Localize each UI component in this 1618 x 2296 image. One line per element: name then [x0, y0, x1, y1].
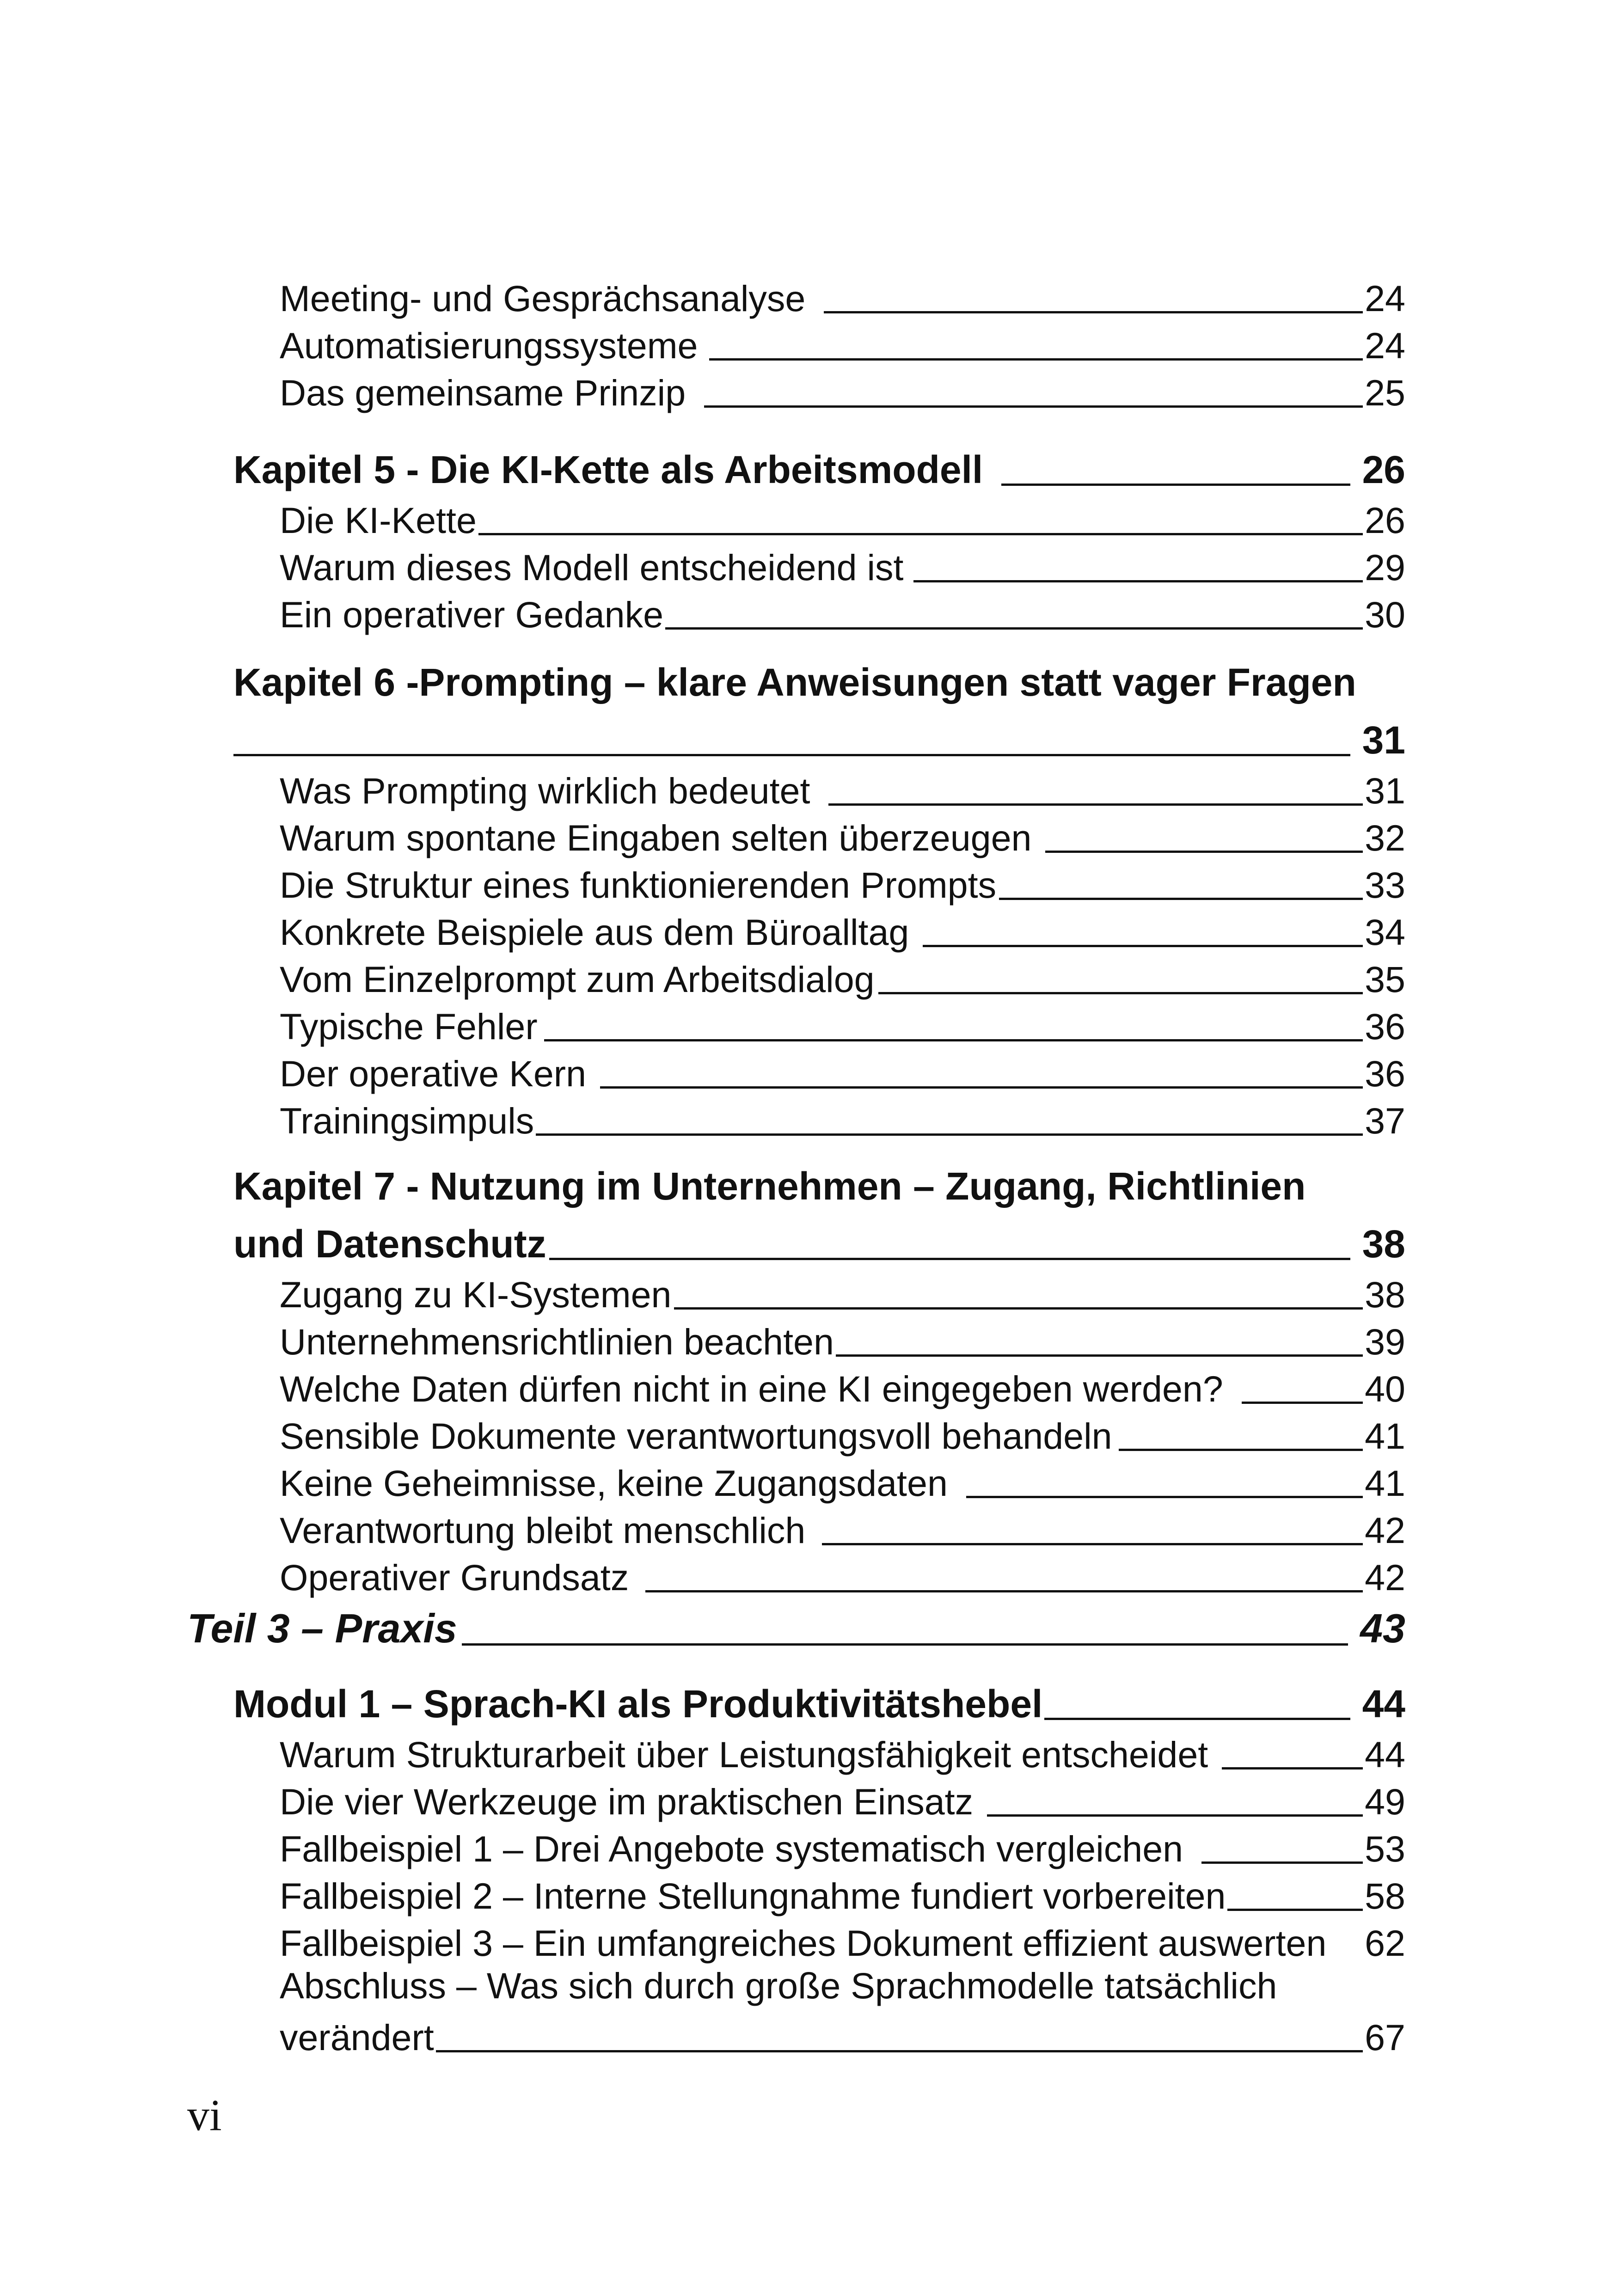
toc-entry-page: 24 — [1365, 325, 1405, 366]
toc-entry-page: 24 — [1365, 278, 1405, 319]
toc-entry-label: Warum Strukturarbeit über Leistungsfähigkeit entscheidet — [280, 1734, 1208, 1775]
toc-entry[interactable] — [280, 1410, 1405, 1457]
dot-leader — [1242, 1402, 1363, 1404]
dot-leader — [1227, 1909, 1363, 1911]
toc-entry[interactable] — [280, 2012, 1405, 2059]
toc-entry-label: Die vier Werkzeuge im praktischen Einsatz — [280, 1781, 974, 1822]
toc-entry[interactable] — [280, 1001, 1405, 1048]
toc-entry-page: 49 — [1365, 1781, 1405, 1822]
toc-entry[interactable] — [280, 1729, 1405, 1776]
toc-entry-page: 58 — [1365, 1875, 1405, 1916]
toc-entry-label: Vom Einzelprompt zum Arbeitsdialog — [280, 959, 875, 1000]
dot-leader — [1001, 484, 1350, 486]
toc-entry-label: Typische Fehler — [280, 1006, 538, 1047]
toc-chapter-entry[interactable] — [233, 1216, 1405, 1267]
toc-entry-label: Konkrete Beispiele aus dem Büroalltag — [280, 912, 909, 953]
toc-entry[interactable] — [280, 859, 1405, 906]
dot-leader — [709, 358, 1363, 361]
dot-leader — [824, 311, 1363, 313]
toc-entry-label: Keine Geheimnisse, keine Zugangsdaten — [280, 1463, 948, 1504]
dot-leader — [704, 405, 1363, 408]
toc-entry-label: Zugang zu KI-Systemen — [280, 1274, 672, 1315]
toc-module-label: Modul 1 – Sprach-KI als Produktivitätshebel — [233, 1682, 1043, 1726]
toc-entry-page: 32 — [1365, 817, 1405, 858]
dot-leader — [645, 1590, 1363, 1592]
toc-entry-page: 62 — [1365, 1923, 1405, 1964]
toc-entry[interactable] — [280, 954, 1405, 1001]
toc-entry-page: 29 — [1365, 547, 1405, 588]
toc-entry-page: 25 — [1365, 372, 1405, 413]
toc-entry[interactable] — [280, 1823, 1405, 1870]
toc-entry-page: 35 — [1365, 959, 1405, 1000]
toc-entry-label: Ein operativer Gedanke — [280, 594, 664, 635]
dot-leader — [923, 945, 1363, 947]
toc-entry-label: Die Struktur eines funktionierenden Prompts — [280, 864, 997, 906]
toc-entry-page: 44 — [1365, 1734, 1405, 1775]
toc-entry[interactable] — [280, 1269, 1405, 1316]
dot-leader — [1119, 1449, 1363, 1451]
dot-leader — [828, 803, 1363, 806]
toc-entry-label: Fallbeispiel 2 – Interne Stellungnahme fundiert vorbereiten — [280, 1875, 1226, 1916]
toc-entry-page: 30 — [1365, 594, 1405, 635]
toc-chapter-entry[interactable] — [233, 441, 1405, 492]
toc-entry-page: 40 — [1365, 1368, 1405, 1409]
toc-entry[interactable] — [280, 1316, 1405, 1363]
dot-leader — [987, 1814, 1363, 1817]
toc-entry-label: Das gemeinsame Prinzip — [280, 372, 686, 413]
toc-entry-label: Warum spontane Eingaben selten überzeugen — [280, 817, 1032, 858]
toc-entry-page: 67 — [1365, 2017, 1405, 2058]
toc-entry-page: 41 — [1365, 1463, 1405, 1504]
toc-entry[interactable] — [280, 1552, 1405, 1599]
dot-leader — [1222, 1767, 1363, 1769]
toc-entry[interactable] — [280, 1776, 1405, 1823]
dot-leader — [878, 992, 1363, 994]
toc-part-label: Teil 3 – Praxis — [187, 1605, 457, 1651]
toc-entry-page: 39 — [1365, 1321, 1405, 1362]
toc-entry[interactable] — [280, 1917, 1405, 1965]
toc-entry-label: Was Prompting wirklich bedeutet — [280, 770, 810, 811]
toc-entry-page: 38 — [1365, 1274, 1405, 1315]
toc-chapter-page: 38 — [1362, 1222, 1405, 1266]
toc-entry[interactable] — [280, 320, 1405, 367]
toc-entry[interactable] — [280, 273, 1405, 320]
toc-entry-label: Unternehmensrichtlinien beachten — [280, 1321, 834, 1362]
toc-entry-label: Der operative Kern — [280, 1053, 587, 1094]
dot-leader — [549, 1258, 1350, 1260]
toc-entry[interactable] — [280, 542, 1405, 589]
toc-entry-page: 36 — [1365, 1053, 1405, 1094]
toc-entry-page: 36 — [1365, 1006, 1405, 1047]
toc-entry-label: Trainingsimpuls — [280, 1100, 534, 1141]
dot-leader — [966, 1496, 1363, 1498]
page-number: vi — [187, 2090, 222, 2140]
toc-entry[interactable] — [280, 1457, 1405, 1505]
toc-part-page: 43 — [1360, 1605, 1405, 1651]
toc-chapter-label: und Datenschutz — [233, 1222, 546, 1266]
dot-leader — [478, 533, 1363, 535]
dot-leader — [233, 754, 1350, 756]
toc-entry-page: 37 — [1365, 1100, 1405, 1141]
toc-entry-label: Verantwortung bleibt menschlich — [280, 1510, 806, 1551]
toc-entry-page: 42 — [1365, 1510, 1405, 1551]
toc-entry-label: Fallbeispiel 1 – Drei Angebote systematisch vergleichen — [280, 1828, 1183, 1869]
dot-leader — [536, 1133, 1363, 1136]
toc-part-entry[interactable] — [187, 1598, 1405, 1652]
dot-leader — [822, 1543, 1363, 1545]
toc-entry-page: 42 — [1365, 1557, 1405, 1598]
toc-entry[interactable] — [280, 495, 1405, 542]
toc-entry-label: Die KI-Kette — [280, 500, 477, 541]
toc-entry-page: 53 — [1365, 1828, 1405, 1869]
dot-leader — [913, 580, 1363, 582]
toc-entry[interactable] — [280, 1870, 1405, 1917]
dot-leader — [1044, 1718, 1350, 1720]
toc-chapter-entry[interactable] — [233, 712, 1405, 763]
toc-entry[interactable] — [280, 1505, 1405, 1552]
toc-chapter-title-line[interactable]: Kapitel 7 - Nutzung im Unternehmen – Zugang, Richtlinien — [233, 1164, 1306, 1208]
toc-chapter-page: 31 — [1362, 718, 1405, 762]
toc-entry-label: Welche Daten dürfen nicht in eine KI eingegeben werden? — [280, 1368, 1223, 1409]
toc-entry-label: Operativer Grundsatz — [280, 1557, 629, 1598]
toc-entry-title-line[interactable]: Abschluss – Was sich durch große Sprachmodelle tatsächlich — [280, 1965, 1277, 2006]
dot-leader — [674, 1307, 1363, 1310]
toc-entry[interactable] — [280, 589, 1405, 636]
toc-entry-page: 31 — [1365, 770, 1405, 811]
toc-entry-page: 41 — [1365, 1415, 1405, 1457]
toc-entry-label: verändert — [280, 2017, 434, 2058]
toc-entry-label: Automatisierungssysteme — [280, 325, 698, 366]
dot-leader — [665, 627, 1363, 630]
dot-leader — [836, 1354, 1363, 1357]
toc-module-page: 44 — [1362, 1682, 1405, 1726]
toc-chapter-label: Kapitel 5 - Die KI-Kette als Arbeitsmodell — [233, 448, 983, 491]
dot-leader — [436, 2050, 1363, 2052]
toc-module-entry[interactable] — [233, 1676, 1405, 1727]
toc-entry[interactable] — [280, 765, 1405, 812]
toc-entry-label: Sensible Dokumente verantwortungsvoll behandeln — [280, 1415, 1112, 1457]
dot-leader — [544, 1039, 1363, 1041]
toc-entry[interactable] — [280, 812, 1405, 859]
toc-entry[interactable] — [280, 1363, 1405, 1410]
toc-entry[interactable] — [280, 1095, 1405, 1142]
dot-leader — [462, 1643, 1348, 1646]
toc-entry-page: 33 — [1365, 864, 1405, 906]
toc-entry-label: Warum dieses Modell entscheidend ist — [280, 547, 904, 588]
toc-entry-label: Fallbeispiel 3 – Ein umfangreiches Dokument effizient auswerten — [280, 1923, 1327, 1964]
dot-leader — [1201, 1861, 1363, 1864]
toc-chapter-page: 26 — [1362, 448, 1405, 491]
toc-entry-label: Meeting- und Gesprächsanalyse — [280, 278, 806, 319]
toc-entry[interactable] — [280, 1048, 1405, 1095]
toc-entry[interactable] — [280, 906, 1405, 954]
dot-leader — [1045, 851, 1363, 853]
dot-leader — [600, 1086, 1363, 1089]
toc-chapter-title-line[interactable]: Kapitel 6 -Prompting – klare Anweisungen statt vager Fragen — [233, 661, 1356, 704]
toc-entry-page: 34 — [1365, 912, 1405, 953]
toc-entry[interactable] — [280, 367, 1405, 414]
dot-leader — [999, 898, 1363, 900]
toc-entry-page: 26 — [1365, 500, 1405, 541]
